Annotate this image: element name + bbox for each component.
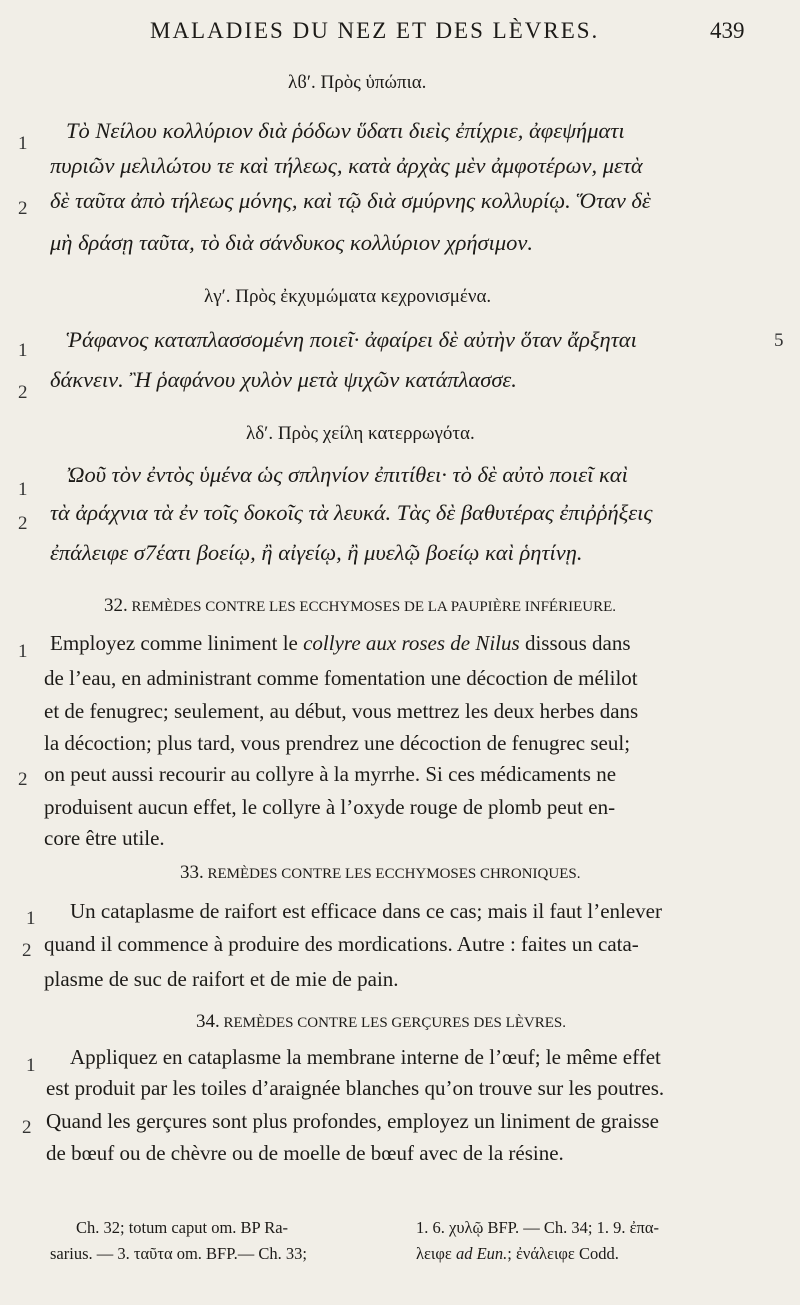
line-number: 2 — [22, 940, 32, 961]
text-segment: dissous dans — [519, 631, 631, 655]
line-number: 2 — [18, 198, 28, 219]
italic-segment: collyre aux roses de Nilus — [303, 631, 520, 655]
line-number: 5 — [774, 330, 784, 351]
french-line: Un cataplasme de raifort est efficace dans ce cas; mais il faut l’enlever — [70, 899, 662, 923]
line-number: 2 — [22, 1117, 32, 1138]
line-number: 1 — [26, 1055, 36, 1076]
section-number: 34. — [196, 1011, 220, 1032]
french-line: est produit par les toiles d’araignée blanches qu’on trouve sur les poutres. — [46, 1076, 665, 1100]
footnote-right-2 — [416, 1244, 619, 1264]
section-number: 33. — [180, 862, 204, 883]
french-line: la décoction; plus tard, vous prendrez une décoction de fenugrec seul; — [44, 731, 631, 755]
line-number: 1 — [18, 133, 28, 154]
footnote-left-1: Ch. 32; totum caput om. BP Ra- — [76, 1218, 289, 1237]
line-number: 1 — [18, 641, 28, 662]
french-heading-34 — [196, 1011, 566, 1033]
greek-line: πυριῶν μελιλώτου τε καὶ τήλεως, κατὰ ἀρχὰς μὲν ἀμφοτέρων, μετὰ — [50, 153, 643, 178]
greek-heading-34: λδʹ. Πρὸς χείλη κατερρωγότα. — [246, 423, 475, 444]
section-title: REMÈDES CONTRE LES ECCHYMOSES CHRONIQUES. — [207, 866, 581, 882]
line-number: 1 — [26, 908, 36, 929]
line-number: 2 — [18, 769, 28, 790]
greek-heading-32: λϐʹ. Πρὸς ὑπώπια. — [288, 72, 427, 93]
greek-line: μὴ δράσῃ ταῦτα, τὸ διὰ σάνδυκος κολλύριον χρήσιμον. — [50, 230, 534, 255]
section-title: REMÈDES CONTRE LES ECCHYMOSES DE LA PAUPIÈRE INFÉRIEURE. — [131, 599, 616, 615]
greek-line: Τὸ Νείλου κολλύριον διὰ ῥόδων ὕδατι διεὶς ἐπίχριε, ἀφεψήματι — [66, 118, 625, 143]
greek-heading-33: λγʹ. Πρὸς ἐκχυμώματα κεχρονισμένα. — [204, 286, 492, 307]
page-number: 439 — [710, 18, 745, 43]
french-line: Quand les gerçures sont plus profondes, employez un liniment de graisse — [46, 1109, 659, 1133]
line-number: 1 — [18, 479, 28, 500]
running-header-title: MALADIES DU NEZ ET DES LÈVRES. — [150, 18, 600, 43]
french-line: de l’eau, en administrant comme fomentation une décoction de mélilot — [44, 666, 638, 690]
section-title: REMÈDES CONTRE LES GERÇURES DES LÈVRES. — [223, 1015, 567, 1031]
line-number: 2 — [18, 513, 28, 534]
text-segment: Employez comme liniment le — [50, 631, 304, 655]
line-number: 1 — [18, 340, 28, 361]
french-heading-33 — [180, 862, 580, 884]
french-line: quand il commence à produire des mordications. Autre : faites un cata- — [44, 932, 639, 956]
french-heading-32 — [104, 595, 616, 617]
french-line: produisent aucun effet, le collyre à l’oxyde rouge de plomb peut en- — [44, 795, 616, 819]
footnote-right-1: 1. 6. χυλῷ BFP. — Ch. 34; 1. 9. ἐπα- — [416, 1218, 659, 1237]
footnote-left-2: sarius. — 3. ταῦτα om. BFP.— Ch. 33; — [50, 1244, 307, 1263]
greek-line: ἐπάλειφε σ7έατι βοείῳ, ἢ αἰγείῳ, ἢ μυελῷ βοείῳ καὶ ῥητίνῃ. — [50, 540, 583, 565]
text-segment: λειφε — [416, 1244, 456, 1263]
italic-segment: ad Eun. — [455, 1244, 508, 1263]
french-line — [50, 631, 631, 656]
text-segment: ; ἐνάλειφε Codd. — [507, 1244, 619, 1263]
french-line: Appliquez en cataplasme la membrane interne de l’œuf; le même effet — [70, 1045, 661, 1069]
french-line: et de fenugrec; seulement, au début, vous mettrez les deux herbes dans — [44, 699, 639, 723]
greek-line: δὲ ταῦτα ἀπὸ τήλεως μόνης, καὶ τῷ διὰ σμύρνης κολλυρίῳ. Ὅταν δὲ — [50, 188, 651, 213]
greek-line: δάκνειν. Ἢ ῥαφάνου χυλὸν μετὰ ψιχῶν κατάπλασσε. — [50, 367, 517, 392]
french-line: core être utile. — [44, 826, 165, 850]
french-line: plasme de suc de raifort et de mie de pain. — [44, 967, 399, 991]
greek-line: τὰ ἀράχνια τὰ ἐν τοῖς δοκοῖς τὰ λευκά. Τὰς δὲ βαθυτέρας ἐπιῤῥήξεις — [50, 500, 653, 525]
section-number: 32. — [104, 595, 128, 616]
french-line: de bœuf ou de chèvre ou de moelle de bœuf avec de la résine. — [46, 1141, 564, 1165]
french-line: on peut aussi recourir au collyre à la myrrhe. Si ces médicaments ne — [44, 762, 617, 786]
greek-line: Ῥάφανος καταπλασσομένη ποιεῖ· ἀφαίρει δὲ αὐτὴν ὅταν ἄρξηται — [66, 327, 637, 352]
greek-line: Ὠοῦ τὸν ἐντὸς ὑμένα ὡς σπληνίον ἐπιτίθει· τὸ δὲ αὐτὸ ποιεῖ καὶ — [66, 462, 628, 487]
line-number: 2 — [18, 382, 28, 403]
